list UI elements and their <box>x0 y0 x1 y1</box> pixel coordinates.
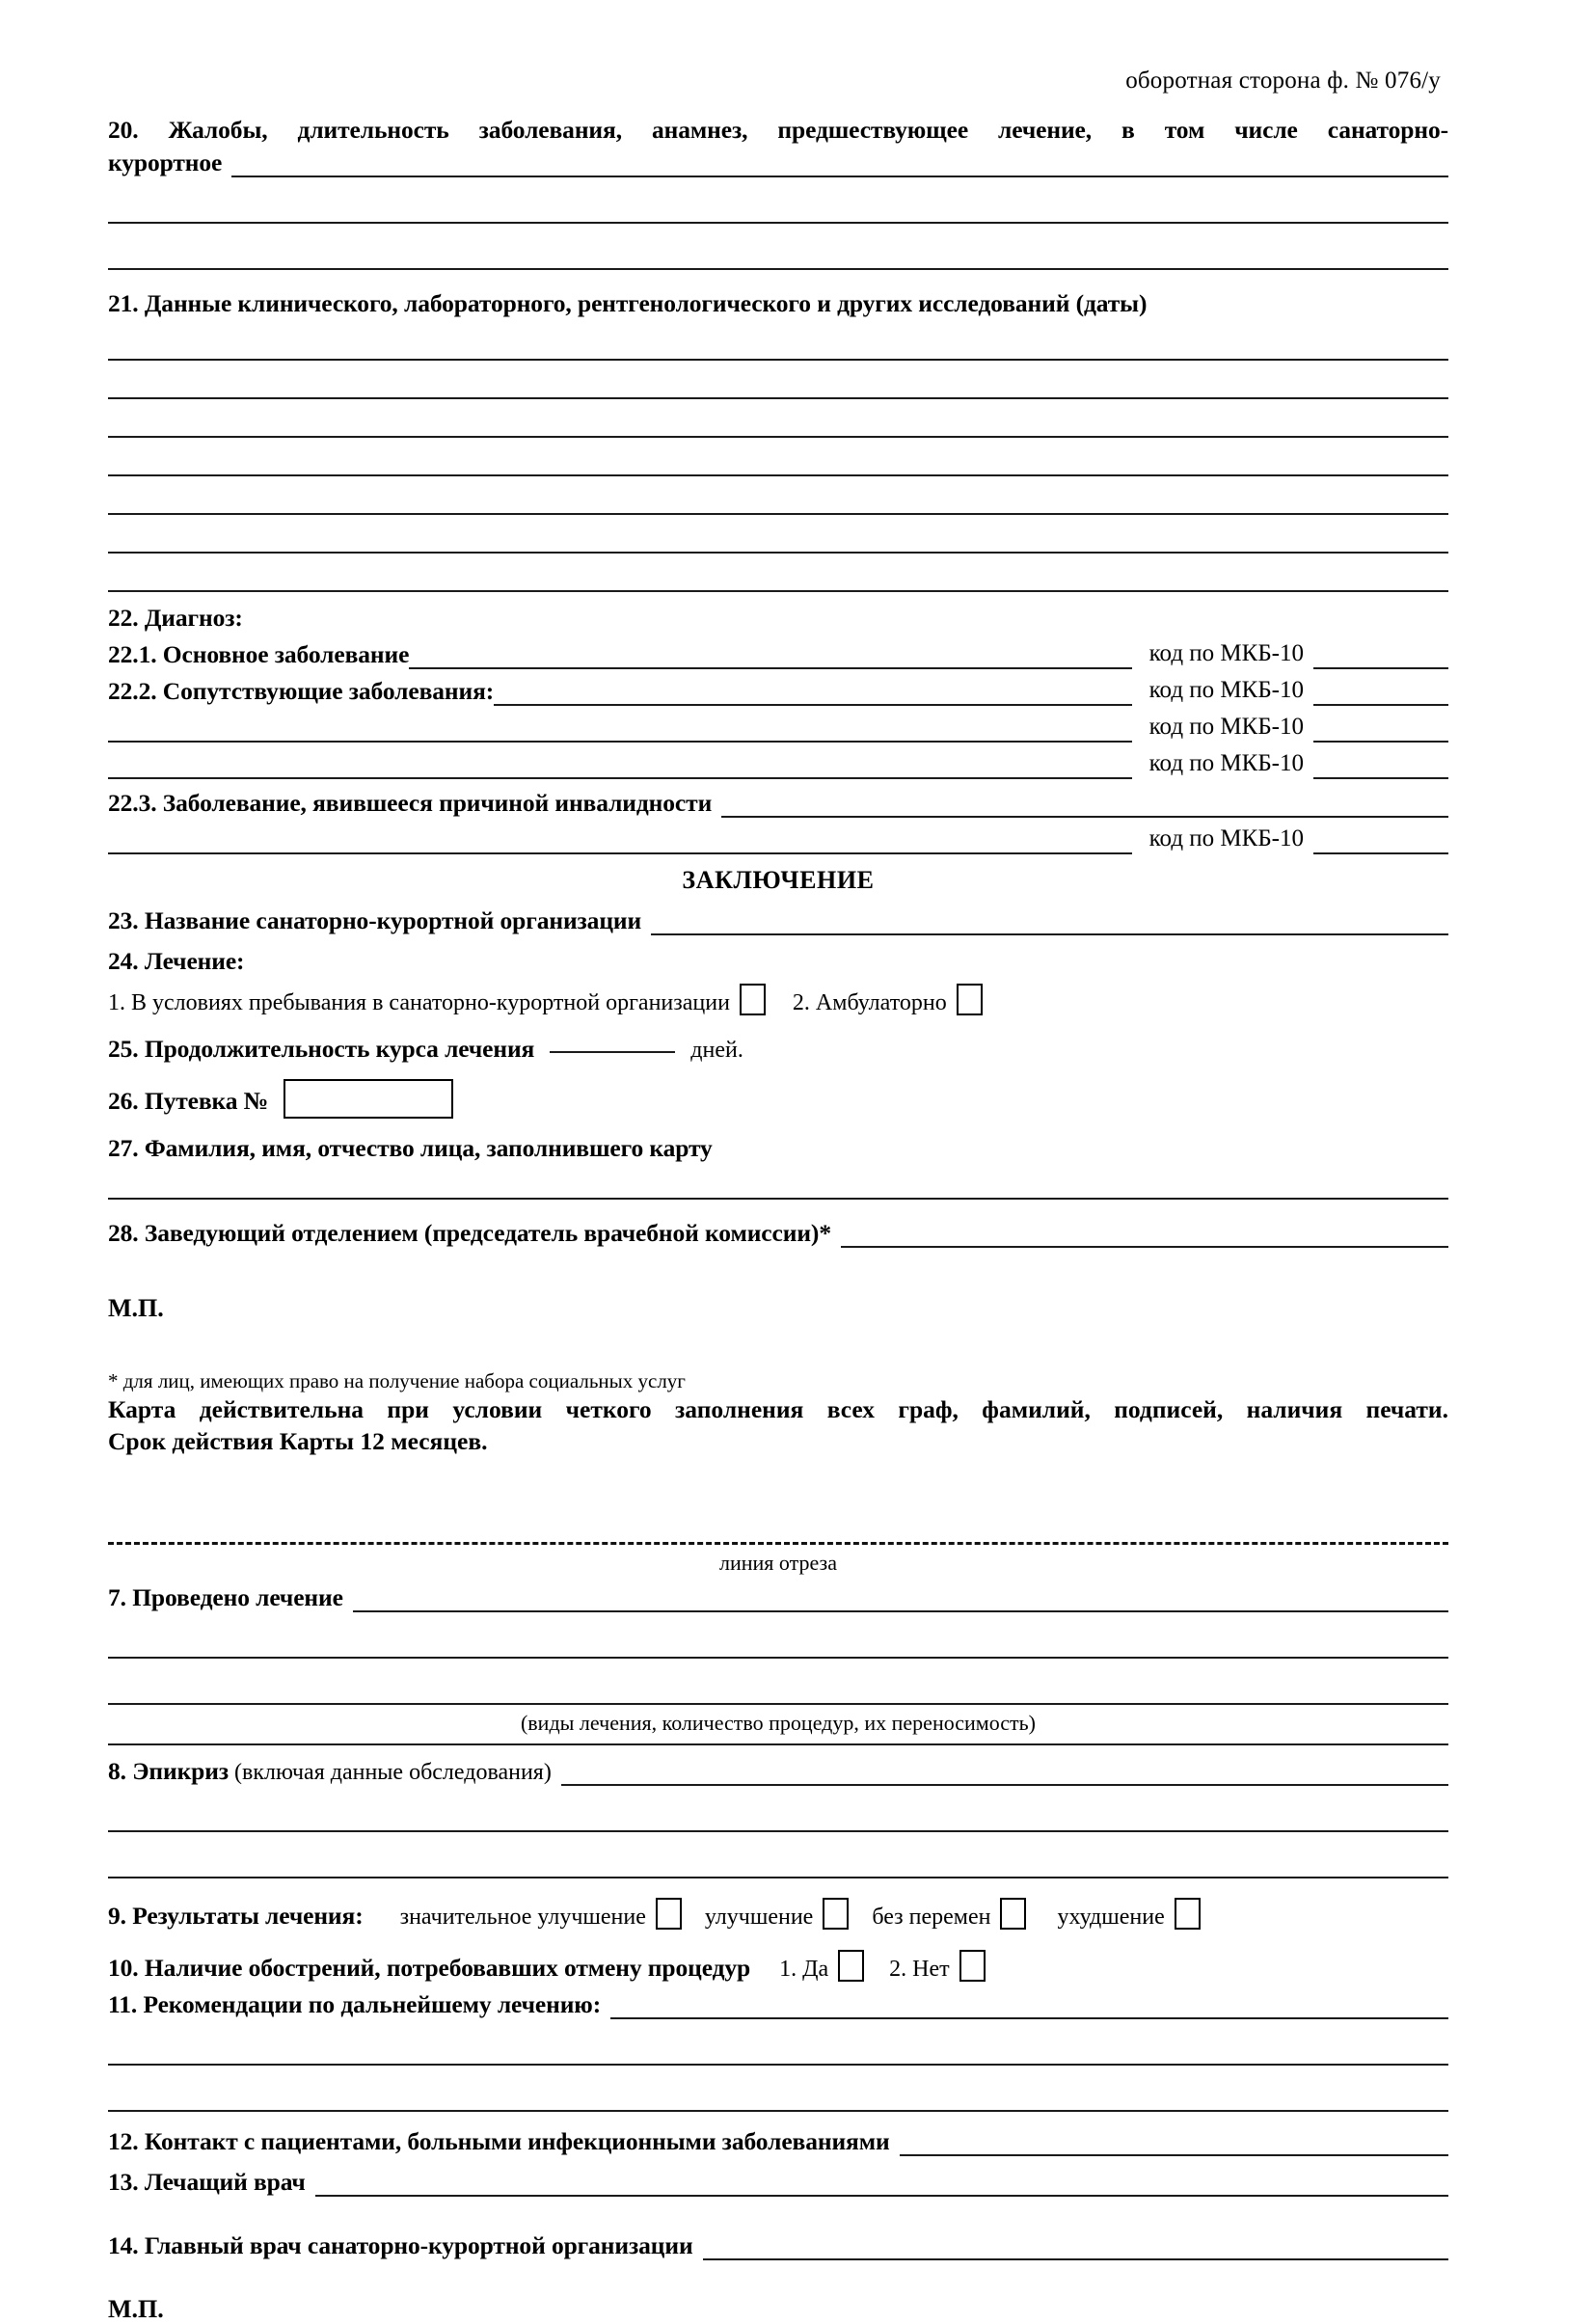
item-9-option-2-checkbox[interactable] <box>823 1898 849 1930</box>
item-14-row <box>108 2231 1448 2260</box>
item-21-input-line-7[interactable] <box>108 561 1448 592</box>
item-22-2-label: 22.2. Сопутствующие заболевания: <box>108 677 495 705</box>
item-8-block <box>108 1757 1448 1878</box>
footnote-asterisk-note: * для лиц, имеющих право на получение набора социальных услуг <box>108 1369 686 1392</box>
item-10-label: 10. Наличие обострений, потребовавших отмену процедур <box>108 1954 751 1982</box>
mkb-label-2: код по МКБ-10 <box>1148 677 1304 703</box>
stamp-place-top: М.П. <box>108 1294 164 1322</box>
item-13-label: 13. Лечащий врач <box>108 2168 306 2196</box>
cut-line-caption: линия отреза <box>719 1551 837 1575</box>
item-27-block <box>108 1134 1448 1200</box>
item-7-input-line-1[interactable] <box>353 1585 1448 1612</box>
item-7-row <box>108 1583 1448 1612</box>
stamp-place-bottom: М.П. <box>108 2295 164 2323</box>
item-20-input-line-2[interactable] <box>108 193 1448 224</box>
item-23-row <box>108 906 1448 935</box>
item-28-label: 28. Заведующий отделением (председатель врачебной комиссии)* <box>108 1219 831 1247</box>
item-8-label: 8. Эпикриз <box>108 1757 229 1785</box>
mkb-code-input-3[interactable] <box>1313 716 1448 743</box>
item-22-1-label: 22.1. Основное заболевание <box>108 640 410 668</box>
item-9-option-3-label: без перемен <box>872 1905 991 1930</box>
item-20-input-line-1[interactable] <box>231 150 1448 177</box>
item-7-label: 7. Проведено лечение <box>108 1583 343 1611</box>
item-10-option-no-label: 2. Нет <box>889 1957 950 1982</box>
form-sheet <box>108 0 1448 2324</box>
mkb-code-grid <box>108 633 1448 854</box>
item-9-label: 9. Результаты лечения: <box>108 1902 364 1930</box>
item-22-label: 22. Диагноз: <box>108 604 243 632</box>
item-8-label-note: (включая данные обследования) <box>234 1760 552 1785</box>
item-24-options-row <box>108 984 1448 1016</box>
item-11-input-line-2[interactable] <box>108 2035 1448 2066</box>
item-13-row <box>108 2168 1448 2197</box>
item-11-input-line-1[interactable] <box>610 1992 1448 2019</box>
item-22-3-input-line[interactable] <box>721 791 1448 818</box>
item-22-1-input-line[interactable] <box>409 642 1131 669</box>
item-9-option-2-label: улучшение <box>704 1905 814 1930</box>
item-10-option-yes-checkbox[interactable] <box>838 1950 864 1982</box>
item-11-block <box>108 1990 1448 2112</box>
item-7-hint: (виды лечения, количество процедур, их переносимость) <box>520 1711 1037 1735</box>
footnote-validity-line-1: Карта действительна при условии четкого заполнения всех граф, фамилий, подписей, наличия печати. <box>108 1395 1448 1423</box>
item-25-row <box>108 1028 1448 1064</box>
item-27-label: 27. Фамилия, имя, отчество лица, заполнившего карту <box>108 1134 713 1162</box>
item-8-row <box>108 1757 1448 1786</box>
item-24-label: 24. Лечение: <box>108 947 245 975</box>
item-20-block <box>108 114 1448 270</box>
item-8-input-line-2[interactable] <box>108 1801 1448 1832</box>
mkb-label-3: код по МКБ-10 <box>1148 714 1304 740</box>
item-21-block <box>108 289 1448 592</box>
item-28-input-line[interactable] <box>841 1221 1448 1248</box>
item-26-label: 26. Путевка № <box>108 1087 269 1115</box>
mkb-label-1: код по МКБ-10 <box>1148 640 1304 666</box>
item-21-input-line-3[interactable] <box>108 407 1448 438</box>
item-9-row <box>108 1898 1448 1931</box>
item-14-label: 14. Главный врач санаторно-курортной организации <box>108 2231 693 2259</box>
mkb-code-input-2[interactable] <box>1313 679 1448 706</box>
item-7-block <box>108 1583 1448 1745</box>
item-22-2-row-extra-2 <box>108 743 1448 779</box>
item-9-option-4-label: ухудшение <box>1057 1905 1165 1930</box>
form-header-reference: оборотная сторона ф. № 076/у <box>1125 68 1441 94</box>
item-14-input-line[interactable] <box>703 2233 1448 2260</box>
item-22-2-row <box>108 669 1448 706</box>
item-25-label: 25. Продолжительность курса лечения <box>108 1035 535 1063</box>
item-8-input-line-1[interactable] <box>561 1759 1448 1786</box>
item-10-option-yes-label: 1. Да <box>779 1957 829 1982</box>
item-20-input-line-3[interactable] <box>108 239 1448 270</box>
item-13-input-line[interactable] <box>315 2170 1448 2197</box>
item-11-row <box>108 1990 1448 2019</box>
item-21-input-line-6[interactable] <box>108 523 1448 554</box>
mkb-code-input-5[interactable] <box>1313 827 1448 854</box>
mkb-code-input-1[interactable] <box>1313 642 1448 669</box>
item-12-input-line[interactable] <box>900 2129 1448 2156</box>
item-21-input-line-4[interactable] <box>108 446 1448 476</box>
item-24-option-1-label: 1. В условиях пребывания в санаторно-курортной организации <box>108 990 730 1015</box>
item-9-option-3-checkbox[interactable] <box>1000 1898 1026 1930</box>
item-21-input-line-5[interactable] <box>108 484 1448 515</box>
item-9-option-1-label: значительное улучшение <box>399 1905 646 1930</box>
item-22-3-code-row <box>108 818 1448 854</box>
item-10-option-no-checkbox[interactable] <box>959 1950 986 1982</box>
item-20-label-line1: 20. Жалобы, длительность заболевания, анамнез, предшествующее лечение, в том числе санаторно- <box>108 116 1448 144</box>
item-10-row <box>108 1950 1448 1983</box>
item-23-label: 23. Название санаторно-курортной организации <box>108 906 642 934</box>
item-22-3-input-line-2[interactable] <box>108 827 1132 854</box>
item-26-row <box>108 1079 1448 1119</box>
footnote-validity-line-2: Срок действия Карты 12 месяцев. <box>108 1427 488 1455</box>
item-24-option-2-checkbox[interactable] <box>957 984 983 1015</box>
item-21-input-line-1[interactable] <box>108 330 1448 361</box>
item-7-input-line-3[interactable] <box>108 1674 1448 1705</box>
item-22-block <box>108 604 1448 854</box>
item-23-input-line[interactable] <box>651 908 1448 935</box>
item-22-2-input-line-extra-2[interactable] <box>108 752 1132 779</box>
item-22-3-label: 22.3. Заболевание, явившееся причиной инвалидности <box>108 789 713 817</box>
item-21-input-line-2[interactable] <box>108 368 1448 399</box>
item-28-row <box>108 1219 1448 1248</box>
item-22-2-row-extra-1 <box>108 706 1448 743</box>
item-24-option-1-checkbox[interactable] <box>740 984 766 1015</box>
item-12-row <box>108 2127 1448 2156</box>
item-11-label: 11. Рекомендации по дальнейшему лечению: <box>108 1990 602 2018</box>
item-22-3-row <box>108 779 1448 818</box>
mkb-code-input-4[interactable] <box>1313 752 1448 779</box>
footnote-block <box>108 1369 1448 1457</box>
item-22-2-input-line[interactable] <box>494 679 1132 706</box>
item-24-block <box>108 947 1448 1016</box>
item-9-option-4-checkbox[interactable] <box>1175 1898 1201 1930</box>
item-25-unit-label: дней. <box>690 1038 743 1063</box>
item-22-1-row <box>108 633 1448 669</box>
item-11-input-line-3[interactable] <box>108 2081 1448 2112</box>
item-24-option-2-label: 2. Амбулаторно <box>792 990 947 1015</box>
conclusion-section-title: ЗАКЛЮЧЕНИЕ <box>682 866 875 894</box>
mkb-label-4: код по МКБ-10 <box>1148 750 1304 776</box>
item-26-voucher-number-input[interactable] <box>284 1079 453 1119</box>
item-8-input-line-3[interactable] <box>108 1848 1448 1878</box>
item-9-option-1-checkbox[interactable] <box>656 1898 682 1930</box>
mkb-label-5: код по МКБ-10 <box>1148 825 1304 851</box>
item-21-label: 21. Данные клинического, лабораторного, рентгенологического и других исследований (даты) <box>108 289 1148 317</box>
item-22-2-input-line-extra-1[interactable] <box>108 716 1132 743</box>
item-20-label-line2: курортное <box>108 149 223 176</box>
item-7-input-line-2[interactable] <box>108 1628 1448 1659</box>
item-25-days-input[interactable] <box>550 1028 675 1053</box>
item-12-label: 12. Контакт с пациентами, больными инфекционными заболеваниями <box>108 2127 890 2155</box>
